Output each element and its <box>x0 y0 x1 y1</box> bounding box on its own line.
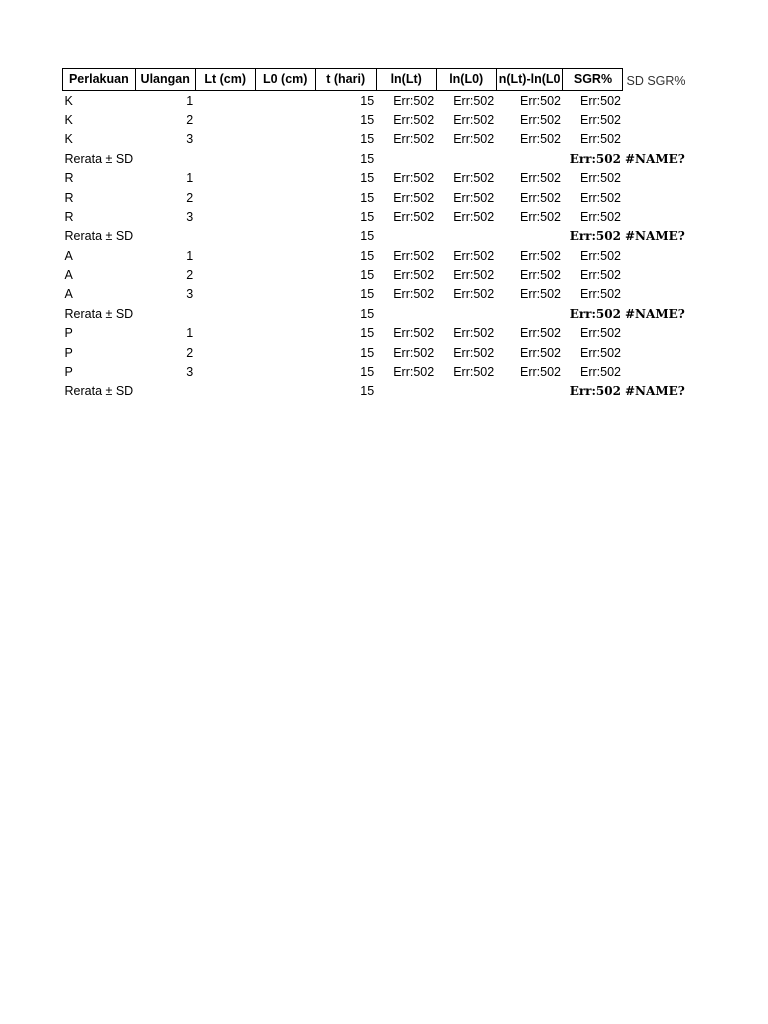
cell-ln-diff[interactable] <box>496 382 563 401</box>
cell-sgr[interactable]: Err:502 <box>579 268 621 283</box>
sgr-table <box>62 68 688 402</box>
cell-lt[interactable] <box>195 247 255 266</box>
cell-ulangan[interactable]: 1 <box>186 248 194 263</box>
cell-perlakuan[interactable]: Rerata ± SD <box>64 229 134 244</box>
cell-t-hari[interactable]: 15 <box>360 345 375 360</box>
cell-perlakuan[interactable]: Rerata ± SD <box>64 151 134 166</box>
cell-sgr[interactable]: Err:502 <box>569 384 621 399</box>
cell-perlakuan[interactable]: R <box>64 171 74 186</box>
cell-ulangan[interactable]: 2 <box>186 268 194 283</box>
cell-ln-diff[interactable]: Err:502 <box>519 132 561 147</box>
cell-l0[interactable] <box>255 363 315 382</box>
cell-perlakuan[interactable]: K <box>64 132 73 147</box>
cell-perlakuan[interactable]: K <box>64 93 73 108</box>
cell-l0[interactable] <box>255 208 315 227</box>
cell-sgr[interactable]: Err:502 <box>579 287 621 302</box>
cell-lt[interactable] <box>195 363 255 382</box>
cell-lt[interactable] <box>195 169 255 188</box>
cell-t-hari[interactable]: 15 <box>360 268 375 283</box>
cell-t-hari[interactable]: 15 <box>360 384 375 399</box>
cell-ln-lt[interactable]: Err:502 <box>393 132 435 147</box>
cell-ln-diff[interactable]: Err:502 <box>519 268 561 283</box>
cell-sd-sgr[interactable]: #NAME? <box>624 151 685 166</box>
cell-sd-sgr[interactable]: #NAME? <box>624 306 685 321</box>
cell-perlakuan[interactable]: R <box>64 209 74 224</box>
table-body <box>63 91 688 402</box>
header-ulangan[interactable]: Ulangan <box>135 69 195 91</box>
cell-l0[interactable] <box>255 227 315 246</box>
cell-lt[interactable] <box>195 91 255 111</box>
table-row <box>63 247 688 266</box>
cell-perlakuan[interactable]: R <box>64 190 74 205</box>
cell-ln-l0[interactable]: Err:502 <box>453 132 495 147</box>
cell-perlakuan[interactable]: P <box>64 365 73 380</box>
cell-sgr[interactable]: Err:502 <box>569 229 621 244</box>
cell-l0[interactable] <box>255 169 315 188</box>
table-row <box>63 266 688 285</box>
cell-ulangan[interactable] <box>135 150 195 169</box>
table-row <box>63 343 688 362</box>
spreadsheet <box>62 68 688 402</box>
cell-perlakuan[interactable]: P <box>64 345 73 360</box>
cell-sgr[interactable]: Err:502 <box>579 209 621 224</box>
summary-row <box>63 227 688 246</box>
cell-ulangan[interactable]: 1 <box>186 171 194 186</box>
cell-ulangan[interactable]: 3 <box>186 209 194 224</box>
cell-ln-lt[interactable]: Err:502 <box>393 365 435 380</box>
cell-t-hari[interactable]: 15 <box>360 326 375 341</box>
cell-sd-sgr[interactable] <box>623 208 688 227</box>
cell-l0[interactable] <box>255 266 315 285</box>
summary-row <box>63 305 688 324</box>
cell-ln-l0[interactable]: Err:502 <box>453 209 495 224</box>
header-lt[interactable]: Lt (cm) <box>195 69 255 91</box>
cell-ln-lt[interactable] <box>376 305 436 324</box>
cell-perlakuan[interactable]: Rerata ± SD <box>64 306 134 321</box>
cell-ulangan[interactable]: 3 <box>186 287 194 302</box>
cell-l0[interactable] <box>255 247 315 266</box>
cell-sd-sgr[interactable] <box>623 91 688 111</box>
cell-sd-sgr[interactable] <box>623 169 688 188</box>
cell-lt[interactable] <box>195 324 255 343</box>
table-row <box>63 208 688 227</box>
cell-sd-sgr[interactable] <box>623 130 688 149</box>
cell-ulangan[interactable] <box>135 227 195 246</box>
cell-ln-diff[interactable]: Err:502 <box>519 326 561 341</box>
cell-t-hari[interactable]: 15 <box>360 171 375 186</box>
cell-t-hari[interactable]: 15 <box>360 306 375 321</box>
cell-sd-sgr[interactable]: #NAME? <box>624 384 685 399</box>
cell-sd-sgr[interactable] <box>623 111 688 130</box>
table-row <box>63 111 688 130</box>
cell-ln-lt[interactable]: Err:502 <box>393 171 435 186</box>
cell-l0[interactable] <box>255 111 315 130</box>
cell-ulangan[interactable]: 3 <box>186 365 194 380</box>
table-row <box>63 91 688 111</box>
header-l0[interactable]: L0 (cm) <box>255 69 315 91</box>
cell-lt[interactable] <box>195 266 255 285</box>
cell-ln-diff[interactable] <box>496 305 563 324</box>
cell-lt[interactable] <box>195 188 255 207</box>
table-row <box>63 285 688 304</box>
cell-ulangan[interactable]: 1 <box>186 326 194 341</box>
cell-sgr[interactable]: Err:502 <box>569 151 621 166</box>
cell-sgr[interactable]: Err:502 <box>579 326 621 341</box>
cell-t-hari[interactable]: 15 <box>360 209 375 224</box>
cell-lt[interactable] <box>195 227 255 246</box>
cell-t-hari[interactable]: 15 <box>360 112 375 127</box>
table-row <box>63 363 688 382</box>
cell-sgr[interactable]: Err:502 <box>579 132 621 147</box>
cell-t-hari[interactable]: 15 <box>360 229 375 244</box>
header-perlakuan[interactable]: Perlakuan <box>63 69 136 91</box>
cell-sd-sgr[interactable] <box>623 324 688 343</box>
cell-ln-diff[interactable]: Err:502 <box>519 93 561 108</box>
cell-t-hari[interactable]: 15 <box>360 287 375 302</box>
cell-sgr[interactable]: Err:502 <box>579 93 621 108</box>
cell-l0[interactable] <box>255 91 315 111</box>
cell-ln-lt[interactable] <box>376 382 436 401</box>
cell-ulangan[interactable]: 3 <box>186 132 194 147</box>
cell-ln-lt[interactable]: Err:502 <box>393 345 435 360</box>
cell-ulangan[interactable]: 2 <box>186 190 194 205</box>
cell-ln-l0[interactable]: Err:502 <box>453 248 495 263</box>
cell-sgr[interactable]: Err:502 <box>579 171 621 186</box>
cell-ln-lt[interactable]: Err:502 <box>393 287 435 302</box>
cell-perlakuan[interactable]: A <box>64 248 73 263</box>
cell-ln-diff[interactable]: Err:502 <box>519 365 561 380</box>
cell-lt[interactable] <box>195 343 255 362</box>
cell-sd-sgr[interactable] <box>623 285 688 304</box>
cell-ln-l0[interactable]: Err:502 <box>453 93 495 108</box>
cell-perlakuan[interactable]: A <box>64 287 73 302</box>
cell-perlakuan[interactable]: K <box>64 112 73 127</box>
cell-ulangan[interactable]: 1 <box>186 93 194 108</box>
header-t-hari[interactable]: t (hari) <box>315 69 376 91</box>
cell-lt[interactable] <box>195 130 255 149</box>
cell-ln-lt[interactable] <box>376 150 436 169</box>
cell-ln-lt[interactable]: Err:502 <box>393 209 435 224</box>
header-sgr[interactable]: SGR% <box>563 69 623 91</box>
table-row <box>63 130 688 149</box>
cell-lt[interactable] <box>195 285 255 304</box>
summary-row <box>63 150 688 169</box>
cell-ln-l0[interactable] <box>436 382 496 401</box>
cell-ln-lt[interactable]: Err:502 <box>393 248 435 263</box>
cell-ln-l0[interactable]: Err:502 <box>453 326 495 341</box>
cell-ulangan[interactable]: 2 <box>186 112 194 127</box>
cell-ln-diff[interactable]: Err:502 <box>519 112 561 127</box>
cell-ln-lt[interactable]: Err:502 <box>393 190 435 205</box>
cell-ln-lt[interactable]: Err:502 <box>393 268 435 283</box>
cell-lt[interactable] <box>195 208 255 227</box>
cell-ln-lt[interactable] <box>376 227 436 246</box>
cell-ln-diff[interactable]: Err:502 <box>519 345 561 360</box>
table-row <box>63 324 688 343</box>
cell-ln-l0[interactable] <box>436 305 496 324</box>
header-ln-l0[interactable]: ln(L0) <box>436 69 496 91</box>
cell-sd-sgr[interactable] <box>623 188 688 207</box>
cell-sd-sgr[interactable] <box>623 343 688 362</box>
cell-ulangan[interactable] <box>135 305 195 324</box>
cell-sgr[interactable]: Err:502 <box>579 248 621 263</box>
cell-sgr[interactable]: Err:502 <box>579 365 621 380</box>
summary-row <box>63 382 688 401</box>
cell-sd-sgr[interactable] <box>623 363 688 382</box>
header-ln-lt[interactable]: ln(Lt) <box>376 69 436 91</box>
cell-ln-l0[interactable] <box>436 150 496 169</box>
cell-ulangan[interactable]: 2 <box>186 345 194 360</box>
cell-l0[interactable] <box>255 285 315 304</box>
cell-ln-diff[interactable]: Err:502 <box>519 190 561 205</box>
cell-t-hari[interactable]: 15 <box>360 151 375 166</box>
cell-l0[interactable] <box>255 188 315 207</box>
cell-l0[interactable] <box>255 324 315 343</box>
header-ln-diff[interactable]: n(Lt)-ln(L0 <box>496 69 563 91</box>
cell-ln-l0[interactable]: Err:502 <box>453 112 495 127</box>
cell-t-hari[interactable]: 15 <box>360 248 375 263</box>
cell-sgr[interactable]: Err:502 <box>579 112 621 127</box>
cell-ln-l0[interactable]: Err:502 <box>453 287 495 302</box>
table-row <box>63 169 688 188</box>
header-sd-sgr[interactable]: SD SGR% <box>626 73 686 88</box>
cell-t-hari[interactable]: 15 <box>360 132 375 147</box>
cell-lt[interactable] <box>195 150 255 169</box>
cell-ln-l0[interactable] <box>436 227 496 246</box>
cell-ln-lt[interactable]: Err:502 <box>393 112 435 127</box>
table-row <box>63 188 688 207</box>
cell-ln-diff[interactable]: Err:502 <box>519 287 561 302</box>
cell-ln-l0[interactable]: Err:502 <box>453 345 495 360</box>
cell-ln-diff[interactable]: Err:502 <box>519 209 561 224</box>
cell-ln-diff[interactable] <box>496 150 563 169</box>
cell-perlakuan[interactable]: A <box>64 268 73 283</box>
cell-lt[interactable] <box>195 305 255 324</box>
cell-ln-diff[interactable]: Err:502 <box>519 171 561 186</box>
cell-ln-l0[interactable]: Err:502 <box>453 268 495 283</box>
cell-ln-lt[interactable]: Err:502 <box>393 326 435 341</box>
cell-l0[interactable] <box>255 305 315 324</box>
cell-t-hari[interactable]: 15 <box>360 93 375 108</box>
cell-sgr[interactable]: Err:502 <box>579 190 621 205</box>
cell-sgr[interactable]: Err:502 <box>579 345 621 360</box>
cell-lt[interactable] <box>195 111 255 130</box>
cell-ln-l0[interactable]: Err:502 <box>453 190 495 205</box>
cell-perlakuan[interactable]: P <box>64 326 73 341</box>
cell-ln-diff[interactable] <box>496 227 563 246</box>
cell-l0[interactable] <box>255 382 315 401</box>
cell-t-hari[interactable]: 15 <box>360 190 375 205</box>
header-row <box>63 69 688 91</box>
cell-perlakuan[interactable]: Rerata ± SD <box>64 384 134 399</box>
cell-sd-sgr[interactable]: #NAME? <box>624 229 685 244</box>
cell-sd-sgr[interactable] <box>623 247 688 266</box>
cell-t-hari[interactable]: 15 <box>360 365 375 380</box>
cell-lt[interactable] <box>195 382 255 401</box>
cell-l0[interactable] <box>255 343 315 362</box>
cell-ln-diff[interactable]: Err:502 <box>519 248 561 263</box>
cell-sgr[interactable]: Err:502 <box>569 306 621 321</box>
cell-sd-sgr[interactable] <box>623 266 688 285</box>
cell-ln-l0[interactable]: Err:502 <box>453 171 495 186</box>
cell-l0[interactable] <box>255 130 315 149</box>
cell-ln-lt[interactable]: Err:502 <box>393 93 435 108</box>
cell-ln-l0[interactable]: Err:502 <box>453 365 495 380</box>
cell-l0[interactable] <box>255 150 315 169</box>
cell-ulangan[interactable] <box>135 382 195 401</box>
